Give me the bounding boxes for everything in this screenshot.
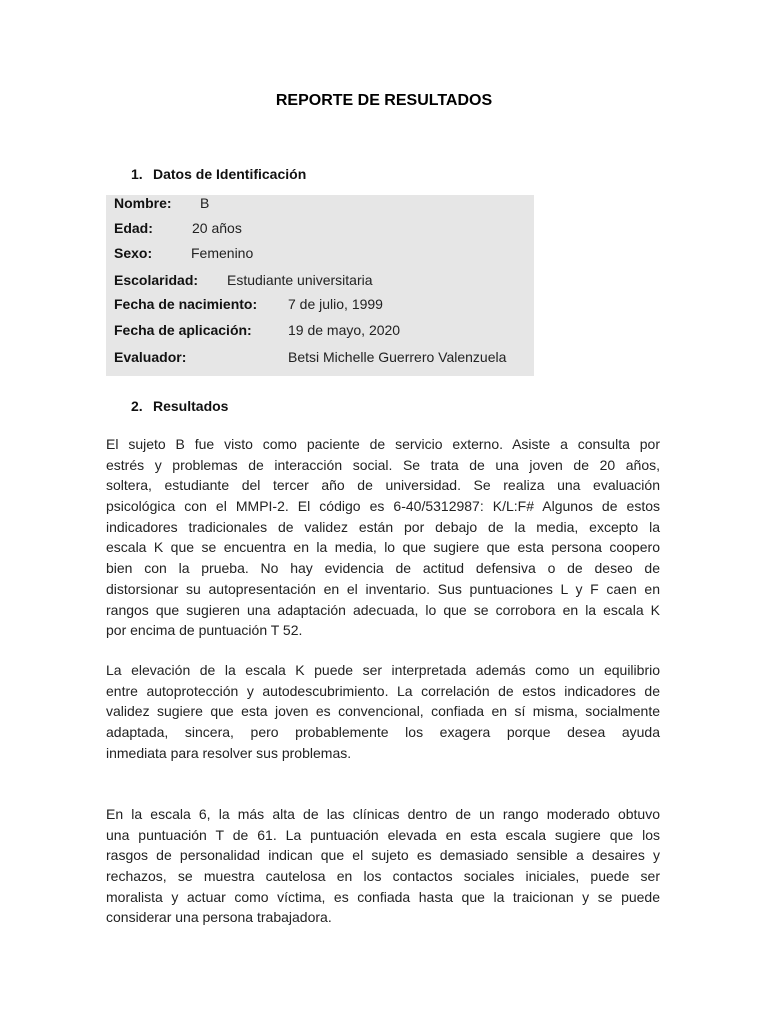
paragraph-line: indicadores tradicionales de validez están por debajo de la media, excepto la xyxy=(106,518,660,535)
id-label: Sexo: xyxy=(114,245,153,261)
paragraph-line: moralista y actuar como víctima, es confiada hasta que la traicionan y se puede xyxy=(106,888,660,905)
section-title: Datos de Identificación xyxy=(153,166,307,182)
section-heading-identification xyxy=(131,166,306,182)
paragraph-line: bien con la prueba. No hay evidencia de actitud defensiva o de deseo de xyxy=(106,560,660,577)
id-label: Evaluador: xyxy=(114,349,187,365)
paragraph-line: inmediata para resolver sus problemas. xyxy=(106,744,352,761)
paragraph-line: La elevación de la escala K puede ser interpretada además como un equilibrio xyxy=(106,662,660,678)
paragraph-line: El sujeto B fue visto como paciente de servicio externo. Asiste a consulta por xyxy=(106,436,660,452)
paragraph-line: rangos que sugieren una adaptación adecuada, lo que se corrobora en la escala K xyxy=(106,601,660,618)
paragraph-line: rasgos de personalidad indican que el sujeto es demasiado sensible a desaires y xyxy=(106,847,660,864)
id-value: Betsi Michelle Guerrero Valenzuela xyxy=(288,349,507,365)
id-value: 7 de julio, 1999 xyxy=(288,296,383,312)
section-number: 1. xyxy=(131,166,143,182)
id-value: Estudiante universitaria xyxy=(227,272,373,288)
paragraph-line: estrés y problemas de interacción social. Se trata de una joven de 20 años, xyxy=(106,456,660,473)
id-label: Nombre: xyxy=(114,195,172,211)
paragraph-2 xyxy=(106,660,660,763)
paragraph-line: soltera, estudiante del tercer año de universidad. Se realiza una evaluación xyxy=(106,477,660,494)
id-value: 19 de mayo, 2020 xyxy=(288,322,401,338)
paragraph-1 xyxy=(106,434,660,641)
paragraph-line: En la escala 6, la más alta de las clínicas dentro de un rango moderado obtuvo xyxy=(106,806,660,822)
paragraph-line: una puntuación T de 61. La puntuación elevada en esta escala sugiere que los xyxy=(106,826,660,843)
paragraph-line: distorsionar su autopresentación en el inventario. Sus puntuaciones L y F caen en xyxy=(106,580,660,597)
id-value: B xyxy=(200,195,210,211)
paragraph-3 xyxy=(106,804,660,928)
identification-table xyxy=(106,195,534,376)
paragraph-line: validez sugiere que esta joven es convencional, confiada en sí misma, socialmente xyxy=(106,703,660,720)
id-value: 20 años xyxy=(192,220,242,236)
report-title: REPORTE DE RESULTADOS xyxy=(275,92,493,109)
paragraph-line: rechazos, se muestra cautelosa en los contactos sociales iniciales, puede ser xyxy=(106,868,660,885)
paragraph-line: adaptada, sincera, pero probablemente los exagera porque desea ayuda xyxy=(106,724,660,741)
paragraph-line: por encima de puntuación T 52. xyxy=(106,622,303,639)
id-label: Escolaridad: xyxy=(114,272,199,288)
paragraph-line: psicológica con el MMPI-2. El código es 6-40/5312987: K/L:F# Algunos de estos xyxy=(106,498,660,515)
id-label: Edad: xyxy=(114,220,153,236)
section-heading-resultados xyxy=(131,398,228,414)
id-value: Femenino xyxy=(191,245,254,261)
id-label: Fecha de aplicación: xyxy=(114,322,252,338)
paragraph-line: escala K que se encuentra en la media, lo que sugiere que esta persona coopero xyxy=(106,539,660,556)
id-label: Fecha de nacimiento: xyxy=(114,296,258,312)
paragraph-line: entre autoprotección y autodescubrimiento. La correlación de estos indicadores de xyxy=(106,682,660,699)
section-number: 2. xyxy=(131,398,143,414)
section-title: Resultados xyxy=(153,398,229,414)
paragraph-line: considerar una persona trabajadora. xyxy=(106,909,332,926)
